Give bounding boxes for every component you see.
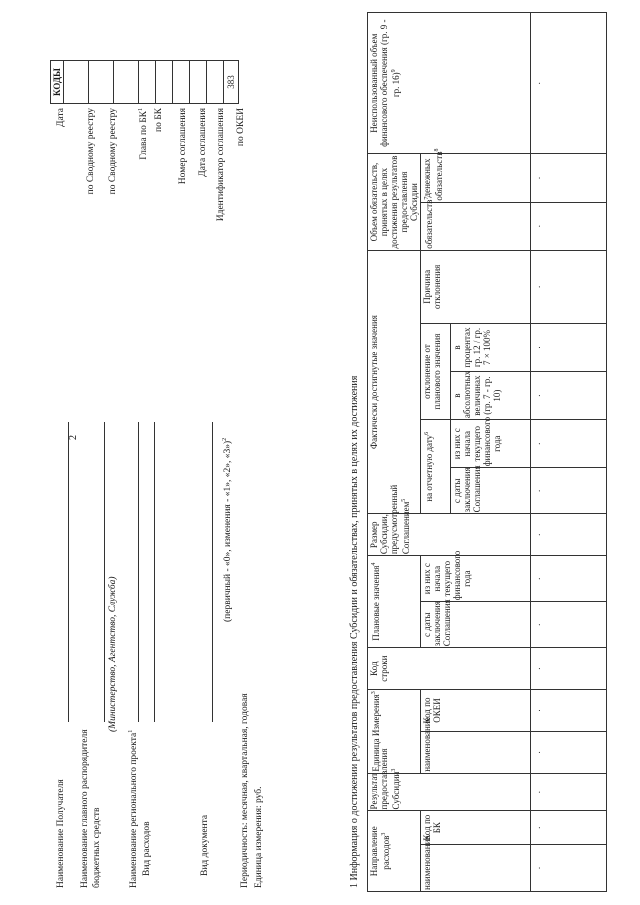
codes-chapter[interactable] xyxy=(139,61,156,104)
doc-type-line xyxy=(212,422,213,722)
codes-agreement-number[interactable] xyxy=(173,61,190,104)
table-row xyxy=(531,13,607,892)
agreement-id-label: Идентификатор соглашения xyxy=(216,108,226,222)
codes-reg2[interactable] xyxy=(114,61,139,104)
codes-box xyxy=(50,60,239,104)
col-direction xyxy=(368,811,421,892)
cell-oblig-cash[interactable]: . xyxy=(531,154,607,202)
bk-label: по БК xyxy=(154,108,164,133)
col-oblig: Объем обязательств, принятых в целях достижения результатов предоставления Субсидии xyxy=(369,155,419,249)
cell-bk[interactable]: . xyxy=(531,811,607,844)
report-date-fn: 6 xyxy=(424,431,430,435)
agreement-number-label: Номер соглашения xyxy=(178,108,188,185)
cell-unit-name[interactable]: . xyxy=(531,731,607,773)
codes-header: КОДЫ xyxy=(51,61,64,104)
cell-name[interactable]: . xyxy=(531,844,607,891)
periodicity-label: Периодичность: месячная, квартальная, годовая xyxy=(240,693,250,888)
gras-line xyxy=(104,422,105,722)
cell-oblig-money[interactable]: . xyxy=(531,202,607,250)
doc-hint-footnote: 2 xyxy=(222,437,228,441)
col-plan xyxy=(368,556,421,648)
col-dev-pct: в процентах гр. 12 / гр. 7 × 100% xyxy=(451,323,531,371)
unused-label: Неиспользованный объем финансового обеспечения (гр. 9 - гр. 16) xyxy=(369,19,401,147)
cell-fact-from[interactable]: . xyxy=(531,468,607,514)
plan-label: Плановые значения xyxy=(371,565,381,641)
cell-plan-cur[interactable]: . xyxy=(531,556,607,602)
reg1-label: по Сводному реестру xyxy=(86,108,96,195)
oblig-cash-fn: 8 xyxy=(434,148,440,152)
plan-fn: 4 xyxy=(371,562,377,566)
col-result xyxy=(368,748,531,811)
doc-type-hint xyxy=(220,438,234,622)
col-fact-cur: из них с начала текущего финансового года xyxy=(451,420,531,468)
project-label-text: Наименование регионального проекта xyxy=(129,732,140,888)
expense-type-line xyxy=(154,422,155,722)
date-label: Дата xyxy=(56,108,66,127)
agreement-date-label: Дата соглашения xyxy=(198,108,208,177)
size-fn: 5 xyxy=(401,498,407,502)
unused-fn: 9 xyxy=(391,69,397,73)
chapter-label xyxy=(136,108,150,160)
col-plan-cur: из них с начала текущего финансового года xyxy=(421,556,531,602)
gras-label-1: Наименование главного распорядителя xyxy=(80,729,90,888)
oblig-cash-label: денежных обязательств xyxy=(422,151,444,201)
col-unit-name: наименование xyxy=(421,731,531,773)
codes-reg1[interactable] xyxy=(89,61,114,104)
expense-type-label: Вид расходов xyxy=(142,821,152,876)
cell-row-code[interactable]: . xyxy=(531,648,607,690)
cell-dev-abs[interactable]: . xyxy=(531,372,607,420)
cell-okei[interactable]: . xyxy=(531,690,607,732)
codes-okei: 383 xyxy=(224,61,239,104)
col-okei-code: Код по ОКЕИ xyxy=(421,690,531,732)
col-fact: Фактически достигнутые значения xyxy=(368,250,421,514)
col-name: наименование xyxy=(421,844,531,891)
col-dev: отклонение от планового значения xyxy=(421,323,451,419)
reg2-label: по Сводному реестру xyxy=(108,108,118,195)
col-plan-from: с даты заключения Соглашения xyxy=(421,602,531,648)
chapter-label-text: Глава по БК xyxy=(139,111,150,160)
gras-hint: (Министерство, Агентство, Служба) xyxy=(108,576,118,732)
codes-bk[interactable] xyxy=(156,61,173,104)
okei-label: по ОКЕИ xyxy=(236,108,246,147)
doc-type-label: Вид документа xyxy=(200,814,210,876)
project-label xyxy=(126,730,140,888)
result-label: Результат предоставления Субсидии xyxy=(369,748,401,810)
gras-label-2: бюджетных средств xyxy=(92,807,102,888)
unit-label: Единица измерения: руб. xyxy=(254,786,264,888)
col-reason: Причина отклонения xyxy=(421,250,531,323)
size-label: Размер Субсидии, предусмотренный Соглашением xyxy=(369,484,411,555)
rotated-form xyxy=(46,12,606,892)
col-oblig-cash xyxy=(421,148,531,202)
direction-fn: 3 xyxy=(381,832,387,836)
codes-agreement-date[interactable] xyxy=(190,61,207,104)
recipient-label: Наименование Получателя xyxy=(56,779,66,888)
cell-result[interactable]: . xyxy=(531,773,607,811)
codes-agreement-id[interactable] xyxy=(207,61,224,104)
cell-dev-pct[interactable]: . xyxy=(531,323,607,371)
page-number: 2 xyxy=(68,435,79,440)
col-unit xyxy=(368,690,421,774)
unit-fn: 3 xyxy=(371,691,377,695)
col-report-date xyxy=(421,420,451,514)
col-dev-abs: в абсолютных величинах (гр. 7 - гр. 10) xyxy=(451,372,531,420)
col-bk-code: Код по БК xyxy=(421,811,531,844)
result-fn: 3 xyxy=(391,768,397,772)
project-line xyxy=(138,422,139,722)
oblig-money-label: обязательств xyxy=(424,199,434,249)
cell-unused[interactable]: . xyxy=(531,13,607,154)
col-unused xyxy=(368,13,531,154)
cell-reason[interactable]: . xyxy=(531,250,607,323)
project-footnote: 1 xyxy=(128,729,134,733)
col-oblig-money xyxy=(421,196,531,250)
col-fact-from: с даты заключения Соглашения xyxy=(451,468,531,514)
cell-size[interactable]: . xyxy=(531,514,607,556)
section-title: 1 Информация о достижении результатов предоставления Субсидии и обязательствах, принятых в целях их достижения xyxy=(349,375,360,888)
doc-hint-text: (первичный - «0», изменения - «1», «2», «3») xyxy=(223,440,234,622)
oblig-money-fn: 7 xyxy=(424,196,430,200)
cell-fact-cur[interactable]: . xyxy=(531,420,607,468)
unit-label-h: Единица Измерения xyxy=(371,694,381,772)
chapter-footnote: 1 xyxy=(138,108,144,111)
cell-plan-from[interactable]: . xyxy=(531,602,607,648)
report-date-label: на отчетную дату xyxy=(424,434,434,502)
codes-date[interactable] xyxy=(64,61,89,104)
col-row-code: Код строки xyxy=(368,648,531,690)
recipient-line xyxy=(68,422,69,722)
results-table xyxy=(367,12,607,892)
direction-label: Направление расходов xyxy=(369,826,391,877)
